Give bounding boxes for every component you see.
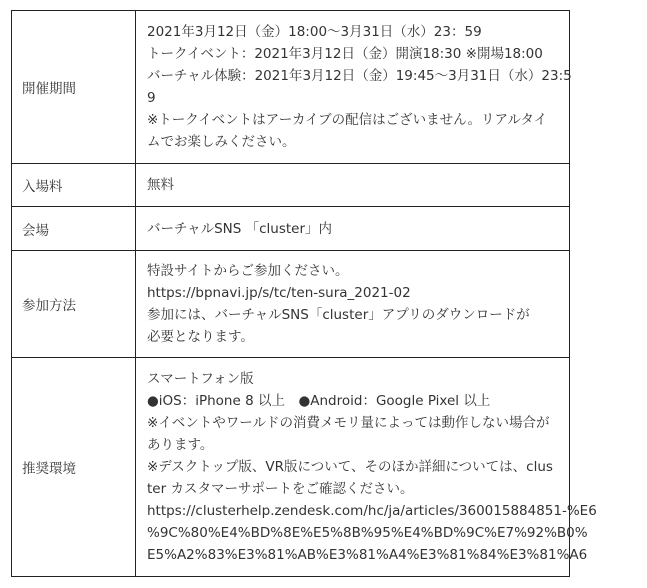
environment-url-link[interactable]: %9C%80%E4%BD%8E%E5%8B%95%E4%BD%9C%E7%92%B0% [147, 525, 588, 541]
period-line: ※トークイベントはアーカイブの配信はございません。リアルタイ [147, 112, 548, 128]
method-line: 必要となります。 [147, 329, 254, 345]
period-line: 9 [147, 90, 156, 106]
method-label: 参加方法 [12, 251, 136, 358]
fee-label: 入場料 [12, 164, 136, 207]
venue-value [136, 207, 570, 251]
environment-line: ※デスクトップ版、VR版について、そのほか詳細については、clus [147, 459, 553, 475]
table-row-environment [12, 358, 570, 577]
method-value [136, 251, 570, 358]
environment-line: ●iOS：iPhone 8 以上 ●Android：Google Pixel 以上 [147, 393, 491, 409]
table-row-period [12, 11, 570, 164]
period-line: トークイベント：2021年3月12日（金）開演18:30 ※開場18:00 [147, 46, 543, 62]
environment-line: スマートフォン版 [147, 371, 254, 387]
event-info-table [11, 10, 597, 577]
environment-url-link[interactable]: https://clusterhelp.zendesk.com/hc/ja/articles/360015884851-%E6 [147, 503, 597, 519]
environment-label: 推奨環境 [12, 358, 136, 577]
method-line: 参加には、バーチャルSNS「cluster」アプリのダウンロードが [147, 307, 530, 323]
period-line: ムでお楽しみください。 [147, 134, 296, 150]
environment-value [136, 358, 597, 577]
period-line: 2021年3月12日（金）18:00〜3月31日（水）23：59 [147, 24, 482, 40]
table-row-method [12, 251, 570, 358]
table-row-venue [12, 207, 570, 251]
method-line: 特設サイトからご参加ください。 [147, 263, 349, 279]
period-label: 開催期間 [12, 11, 136, 164]
environment-line: ter カスタマーサポートをご確認ください。 [147, 481, 414, 497]
environment-line: ※イベントやワールドの消費メモリ量によっては動作しない場合が [147, 415, 550, 431]
environment-line: あります。 [147, 437, 214, 453]
venue-label: 会場 [12, 207, 136, 251]
method-url-link[interactable]: https://bpnavi.jp/s/tc/ten-sura_2021-02 [147, 285, 411, 301]
fee-value [136, 164, 570, 207]
venue-line: バーチャルSNS 「cluster」内 [147, 220, 333, 237]
table-row-fee [12, 164, 570, 207]
environment-url-link[interactable]: E5%A2%83%E3%81%AB%E3%81%A4%E3%81%84%E3%81%A6 [147, 547, 588, 563]
period-line: バーチャル体験：2021年3月12日（金）19:45〜3月31日（水）23:5 [147, 68, 572, 84]
period-value [136, 11, 570, 164]
fee-line: 無料 [147, 177, 174, 193]
